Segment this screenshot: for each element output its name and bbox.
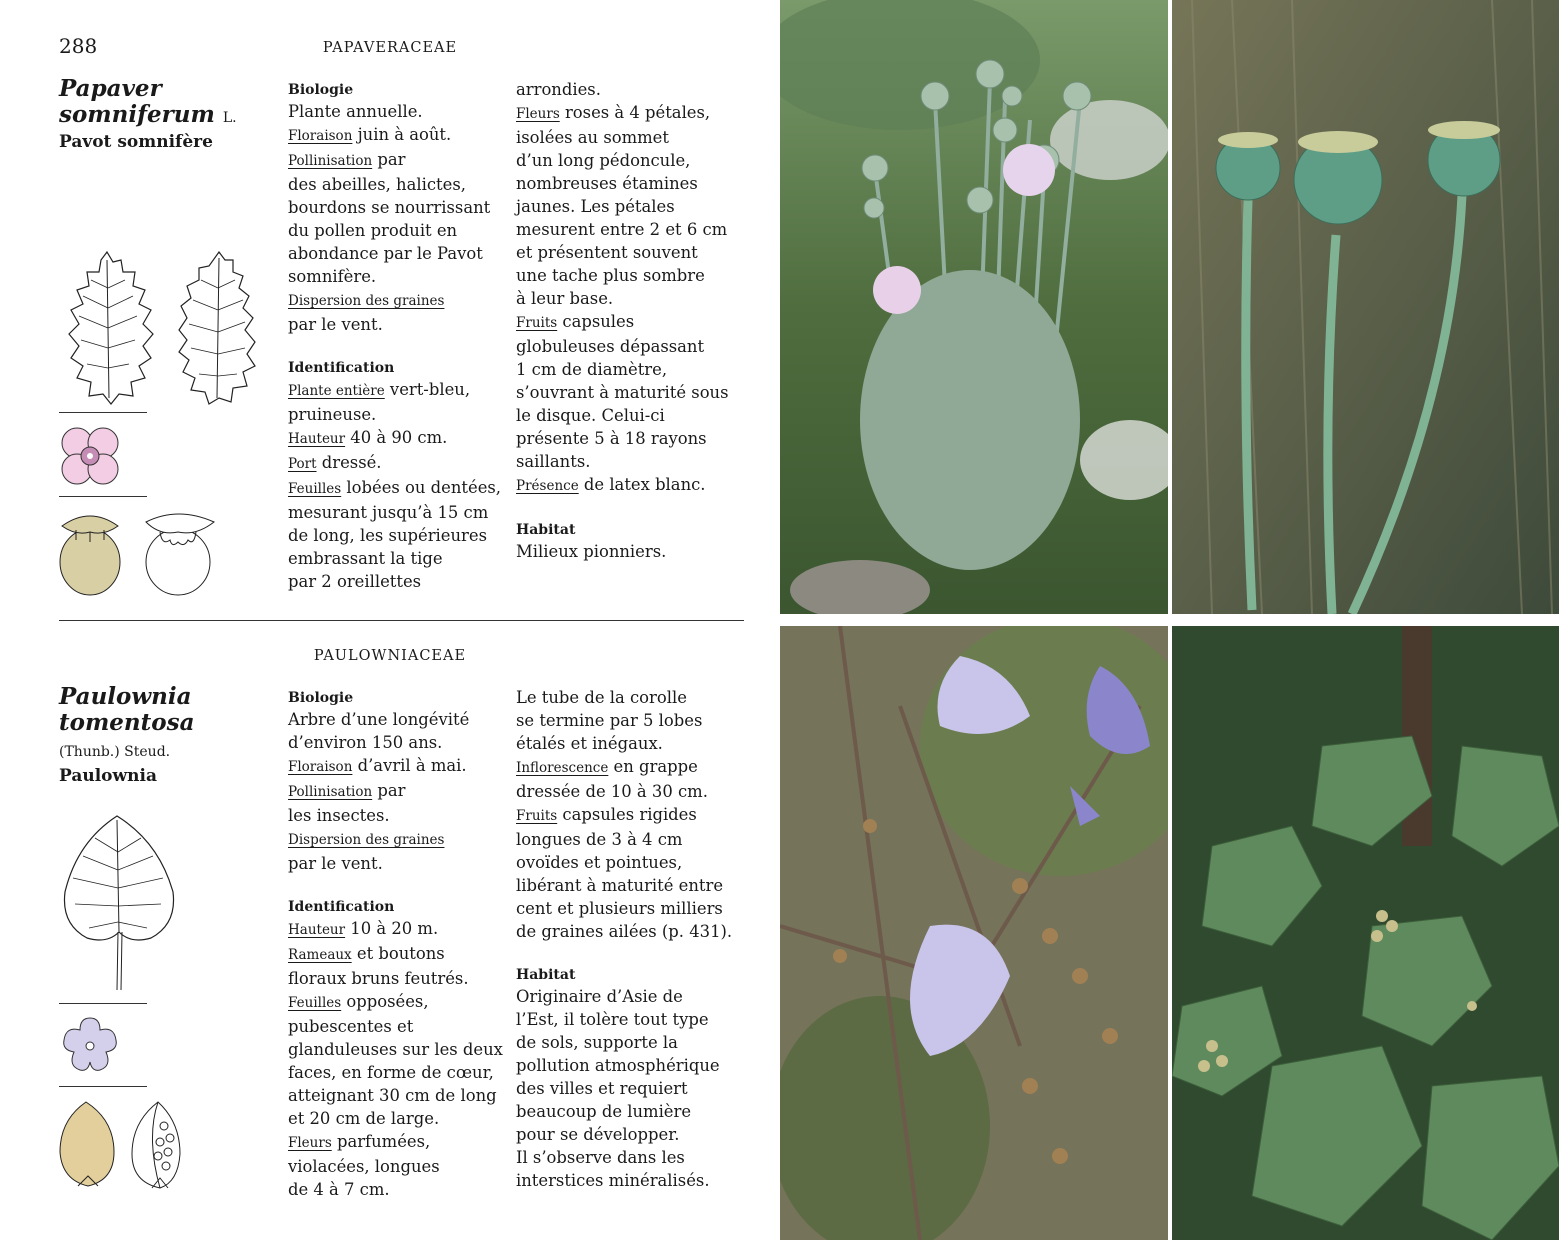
text-line: abondance par le Pavot (288, 244, 483, 263)
text-line: libérant à maturité entre (516, 876, 724, 895)
field-value: en grappe (608, 757, 698, 776)
field-line (288, 378, 520, 403)
poppy-capsule-icon (56, 506, 226, 598)
field-label: Fleurs (516, 106, 560, 122)
section-gap (288, 336, 520, 358)
text-line: beaucoup de lumière (516, 1102, 692, 1121)
section-gap (516, 943, 748, 965)
text-line: pour se développer. (516, 1125, 680, 1144)
text-line: ovoïdes et pointues, (516, 853, 683, 872)
photo-poppy-capsules (1172, 0, 1559, 614)
field-line (288, 942, 520, 967)
text-line: glanduleuses sur les deux (288, 1040, 503, 1059)
text-line: mesurant jusqu’à 15 cm (288, 503, 489, 522)
field-value: dressé. (316, 453, 382, 472)
text-line: faces, en forme de cœur, (288, 1063, 494, 1082)
field-value: de latex blanc. (578, 475, 706, 494)
divider (59, 496, 147, 497)
family-label-paulowniaceae: PAULOWNIACEAE (313, 648, 467, 664)
text-column-1 (288, 688, 520, 1201)
field-label: Hauteur (288, 922, 346, 938)
field-line (288, 1130, 520, 1155)
text-line: pruineuse. (288, 405, 377, 424)
field-line (516, 101, 748, 126)
paulownia-flower-icon (58, 1014, 122, 1078)
page-number: 288 (59, 34, 98, 58)
text-line: des villes et requiert (516, 1079, 688, 1098)
entry-separator (59, 620, 744, 621)
divider (59, 412, 147, 413)
section-heading: Habitat (516, 522, 576, 538)
field-label: Rameaux (288, 947, 352, 963)
text-line: une tache plus sombre (516, 266, 705, 285)
text-line: Originaire d’Asie de (516, 987, 683, 1006)
paulownia-fruit-icon (56, 1098, 206, 1194)
field-line (288, 123, 520, 148)
text-line: à leur base. (516, 289, 614, 308)
field-value: par (372, 150, 406, 169)
field-label: Pollinisation (288, 784, 373, 800)
text-line: 1 cm de diamètre, (516, 360, 668, 379)
text-line: Il s’observe dans les (516, 1148, 685, 1167)
field-line (288, 426, 520, 451)
text-line: somnifère. (288, 267, 377, 286)
field-label: Hauteur (288, 431, 346, 447)
text-line: d’un long pédoncule, (516, 151, 691, 170)
field-label: Fruits (516, 315, 558, 331)
text-line: globuleuses dépassant (516, 337, 705, 356)
poppy-leaf-illustrations (59, 248, 269, 408)
divider (59, 1086, 147, 1087)
field-value: par (372, 781, 406, 800)
text-line: saillants. (516, 452, 591, 471)
text-line: se termine par 5 lobes (516, 711, 703, 730)
field-label: Fruits (516, 808, 558, 824)
text-line: longues de 3 à 4 cm (516, 830, 683, 849)
text-line: d’environ 150 ans. (288, 733, 443, 752)
text-line: violacées, longues (288, 1157, 440, 1176)
field-label: Dispersion des graines (288, 832, 445, 848)
field-value: capsules rigides (557, 805, 697, 824)
divider (59, 1003, 147, 1004)
field-value: d’avril à mai. (352, 756, 467, 775)
text-line: Arbre d’une longévité (288, 710, 470, 729)
text-line: l’Est, il tolère tout type (516, 1010, 709, 1029)
text-line: de 4 à 7 cm. (288, 1180, 390, 1199)
latin-species: tomentosa (59, 709, 195, 736)
field-value: parfumées, (331, 1132, 431, 1151)
section-heading: Biologie (288, 690, 354, 706)
field-line (288, 754, 520, 779)
field-line (288, 476, 520, 501)
section-heading: Biologie (288, 82, 354, 98)
text-line: isolées au sommet (516, 128, 669, 147)
field-line (288, 779, 520, 804)
text-line: et présentent souvent (516, 243, 698, 262)
common-name-pavot: Pavot somnifère (59, 132, 213, 152)
field-line (288, 451, 520, 476)
field-value: 40 à 90 cm. (345, 428, 448, 447)
text-line: pubescentes et (288, 1017, 414, 1036)
field-line (288, 148, 520, 173)
section-heading: Identification (288, 360, 395, 376)
field-label: Port (288, 456, 317, 472)
photo-poppy-plant (780, 0, 1168, 614)
text-line: le disque. Celui-ci (516, 406, 665, 425)
field-label: Plante entière (288, 383, 385, 399)
text-line: jaunes. Les pétales (516, 197, 675, 216)
text-line: interstices minéralisés. (516, 1171, 710, 1190)
field-line (288, 917, 520, 942)
text-column-2 (516, 686, 748, 1192)
photo-paulownia-flowers (780, 626, 1168, 1240)
text-line: de sols, supporte la (516, 1033, 678, 1052)
field-label: Pollinisation (288, 153, 373, 169)
text-line: bourdons se nourrissant (288, 198, 491, 217)
field-label: Floraison (288, 128, 353, 144)
field-value: juin à août. (352, 125, 452, 144)
field-line (516, 755, 748, 780)
text-line: de long, les supérieures (288, 526, 487, 545)
field-line (288, 827, 520, 852)
text-line: des abeilles, halictes, (288, 175, 466, 194)
field-label: Présence (516, 478, 579, 494)
field-label: Floraison (288, 759, 353, 775)
text-line: floraux bruns feutrés. (288, 969, 469, 988)
text-line: les insectes. (288, 806, 390, 825)
field-label: Fleurs (288, 1135, 332, 1151)
text-column-1 (288, 80, 520, 593)
section-heading: Identification (288, 899, 395, 915)
latin-genus: Papaver (59, 75, 162, 102)
field-line (516, 803, 748, 828)
text-line: embrassant la tige (288, 549, 443, 568)
section-heading: Habitat (516, 967, 576, 983)
latin-name-paulownia (59, 684, 194, 736)
photo-paulownia-foliage (1172, 626, 1559, 1240)
text-line: présente 5 à 18 rayons (516, 429, 707, 448)
text-line: par 2 oreillettes (288, 572, 422, 591)
text-line: nombreuses étamines (516, 174, 698, 193)
text-line: atteignant 30 cm de long (288, 1086, 497, 1105)
text-line: Plante annuelle. (288, 102, 423, 121)
field-label: Inflorescence (516, 760, 609, 776)
text-line: par le vent. (288, 315, 383, 334)
field-value: capsules (557, 312, 635, 331)
field-value: 10 à 20 m. (345, 919, 439, 938)
field-value: roses à 4 pétales, (559, 103, 711, 122)
text-line: pollution atmosphérique (516, 1056, 720, 1075)
text-column-2 (516, 78, 748, 563)
field-line (516, 473, 748, 498)
text-line: cent et plusieurs milliers (516, 899, 723, 918)
text-line: arrondies. (516, 80, 601, 99)
field-label: Feuilles (288, 995, 342, 1011)
field-value: et boutons (351, 944, 445, 963)
text-line: de graines ailées (p. 431). (516, 922, 733, 941)
text-line: dressée de 10 à 30 cm. (516, 782, 708, 801)
field-value: vert-bleu, (384, 380, 471, 399)
field-value: opposées, (341, 992, 429, 1011)
field-line (516, 310, 748, 335)
field-value: lobées ou dentées, (341, 478, 502, 497)
field-label: Feuilles (288, 481, 342, 497)
common-name-paulownia: Paulownia (59, 766, 157, 786)
field-line (288, 990, 520, 1015)
text-line: étalés et inégaux. (516, 734, 663, 753)
section-gap (288, 875, 520, 897)
text-line: mesurent entre 2 et 6 cm (516, 220, 728, 239)
text-line: du pollen produit en (288, 221, 458, 240)
paulownia-leaf-illustration (59, 812, 179, 994)
text-line: s’ouvrant à maturité sous (516, 383, 729, 402)
text-line: et 20 cm de large. (288, 1109, 440, 1128)
text-line: par le vent. (288, 854, 383, 873)
latin-name-papaver (59, 76, 237, 131)
family-label-papaveraceae: PAPAVERACEAE (322, 40, 458, 56)
latin-species: somniferum (59, 101, 215, 128)
poppy-flower-icon (56, 422, 124, 490)
field-line (288, 288, 520, 313)
latin-genus: Paulownia (59, 683, 192, 710)
author-citation: (Thunb.) Steud. (59, 744, 171, 760)
author-citation: L. (222, 110, 237, 126)
text-line: Milieux pionniers. (516, 542, 667, 561)
section-gap (516, 498, 748, 520)
field-label: Dispersion des graines (288, 293, 445, 309)
text-line: Le tube de la corolle (516, 688, 687, 707)
